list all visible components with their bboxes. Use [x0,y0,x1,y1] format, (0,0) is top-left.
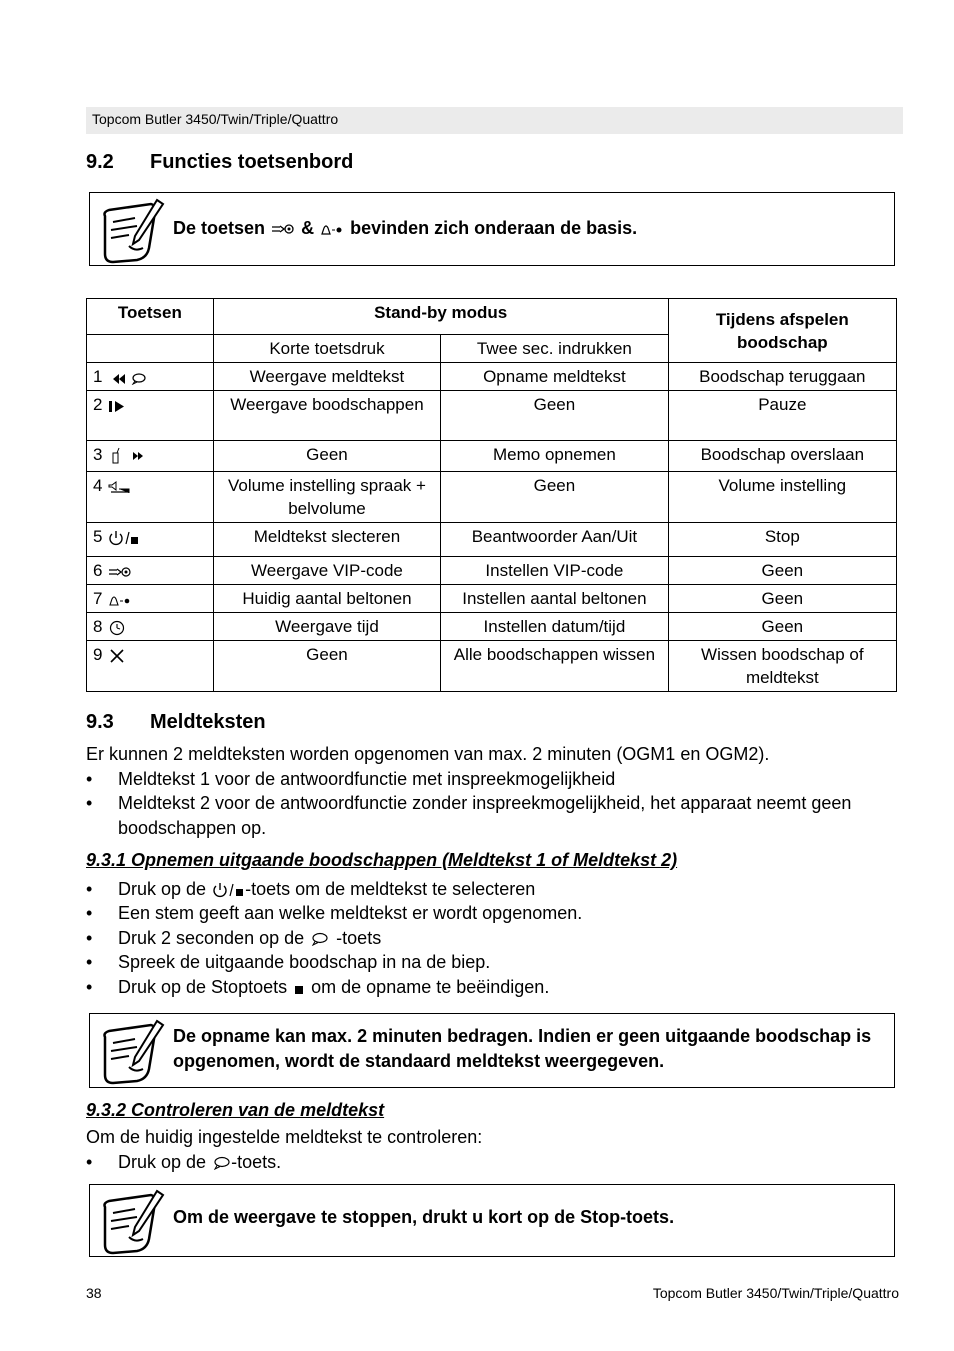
short-press-cell: Weergave boodschappen [213,391,440,441]
speech-bubble-icon [309,932,331,946]
list-item: • Meldtekst 2 voor de antwoordfunctie zonder inspreekmogelijkheid, het apparaat neemt geen boodschappen op. [86,791,898,840]
key-cell [87,363,214,391]
memo-forward-icon [107,447,147,465]
list-item-text: -toets om de meldtekst te selecteren [245,879,536,899]
short-press-cell: Weergave meldtekst [213,363,440,391]
short-press-cell: Weergave tijd [213,613,440,641]
long-press-cell: Instellen datum/tijd [441,613,668,641]
vip-icon [270,222,296,236]
key-cell [87,391,214,441]
list-item-text: om de opname te beëindigen. [311,977,550,997]
section-number: 9.3 [86,711,114,733]
note-box [89,192,895,266]
table-row [87,585,897,613]
note-box [89,1184,895,1257]
note-pencil-icon [99,198,165,264]
speech-bubble-icon [211,1156,231,1170]
short-press-cell: Volume instelling spraak + belvolume [213,472,440,523]
header-long: Twee sec. indrukken [441,335,668,363]
stop-icon [292,981,306,995]
list-item-text: Druk 2 seconden op de [118,928,305,948]
key-number: 3 [93,445,103,464]
note-pencil-icon [99,1189,165,1255]
volume-icon [107,479,133,495]
power-stop-icon [107,529,139,547]
power-stop-icon [211,881,245,899]
vip-icon [107,565,133,579]
short-press-cell: Geen [213,641,440,692]
header-short: Korte toetsdruk [213,335,440,363]
playback-cell: Wissen boodschap of meldtekst [668,641,896,692]
long-press-cell: Instellen VIP-code [441,557,668,585]
section-title: Functies toetsenbord [150,151,354,173]
note-text: Om de weergave te stoppen, drukt u kort op de Stop-toets. [173,1207,675,1227]
long-press-cell: Opname meldtekst [441,363,668,391]
delete-x-icon [107,648,127,664]
key-number: 4 [93,476,103,495]
intro-paragraph: Er kunnen 2 meldteksten worden opgenomen van max. 2 minuten (OGM1 en OGM2). [86,744,770,764]
key-number: 9 [93,645,103,664]
list-item: • Druk op de -toets om de meldtekst te selecteren [86,879,536,899]
rewind-speech-icon [107,371,147,385]
list-item: • Druk op de Stoptoets om de opname te beëindigen. [86,977,550,997]
list-item-text: Druk op de Stoptoets [118,977,288,997]
section-number: 9.2 [86,151,114,173]
list-item-text: Meldtekst 1 voor de antwoordfunctie met inspreekmogelijkheid [118,769,616,789]
table-row [87,641,897,692]
long-press-cell: Alle boodschappen wissen [441,641,668,692]
note-text: De opname kan max. 2 minuten bedragen. Indien er geen uitgaande boodschap is opgenomen, wordt de standaard meldtekst weergegeven. [173,1026,872,1071]
list-item-text: Druk op de [118,879,207,899]
long-press-cell: Instellen aantal beltonen [441,585,668,613]
note-text [173,216,637,241]
header-standby: Stand-by modus [213,299,668,335]
header-bar [86,107,903,134]
header-keys: Toetsen [87,299,214,335]
note-text-part2: bevinden zich onderaan de basis. [350,218,638,238]
long-press-cell: Geen [441,391,668,441]
section-title: Meldteksten [150,711,266,733]
list-item-text: Spreek de uitgaande boodschap in na de biep. [118,952,491,972]
note-text-part1: De toetsen [173,218,266,238]
playback-cell: Boodschap teruggaan [668,363,896,391]
playback-cell: Geen [668,613,896,641]
key-cell [87,523,214,557]
page-number: 38 [86,1285,102,1301]
key-number: 5 [93,527,103,546]
header-playback: Tijdens afspelen boodschap [668,299,896,363]
table-row [87,441,897,472]
key-number: 8 [93,617,103,636]
list-item: • Meldtekst 1 voor de antwoordfunctie met inspreekmogelijkheid [86,767,898,792]
list-item: • Druk op de -toets. [86,1152,282,1172]
section-heading [86,711,266,734]
short-press-cell: Meldtekst slecteren [213,523,440,557]
key-number: 7 [93,589,103,608]
key-number: 2 [93,395,103,414]
table-row [87,557,897,585]
note-pencil-icon [99,1019,165,1085]
header-title: Topcom Butler 3450/Twin/Triple/Quattro [92,111,339,127]
key-cell [87,641,214,692]
bell-icon [319,222,345,236]
short-press-cell: Weergave VIP-code [213,557,440,585]
table-row [87,391,897,441]
list-item-text: -toets. [231,1152,282,1172]
key-cell [87,441,214,472]
short-press-cell: Huidig aantal beltonen [213,585,440,613]
table-row [87,523,897,557]
clock-icon [107,620,127,636]
table-row [87,613,897,641]
playback-cell: Pauze [668,391,896,441]
playback-cell: Geen [668,585,896,613]
key-cell [87,557,214,585]
subsection-title: 9.3.1 Opnemen uitgaande boodschappen (Meldtekst 1 of Meldtekst 2) [86,850,678,870]
playback-cell: Volume instelling [668,472,896,523]
short-press-cell: Geen [213,441,440,472]
playback-cell: Stop [668,523,896,557]
section-heading [86,151,353,174]
intro-paragraph: Om de huidig ingestelde meldtekst te controleren: [86,1127,483,1147]
key-cell [87,613,214,641]
long-press-cell: Geen [441,472,668,523]
key-cell [87,585,214,613]
list-item: • Een stem geeft aan welke meldtekst er wordt opgenomen. [86,901,898,926]
footer-title: Topcom Butler 3450/Twin/Triple/Quattro [652,1285,899,1301]
list-item-text: Een stem geeft aan welke meldtekst er wordt opgenomen. [118,903,583,923]
note-text-amp: & [301,218,315,238]
note-box [89,1013,895,1088]
key-number: 6 [93,561,103,580]
long-press-cell: Beantwoorder Aan/Uit [441,523,668,557]
long-press-cell: Memo opnemen [441,441,668,472]
table-row [87,472,897,523]
bell-icon [107,593,133,607]
table-row [87,363,897,391]
list-item-text: -toets [336,928,382,948]
playback-cell: Geen [668,557,896,585]
play-icon [107,399,129,413]
key-number: 1 [93,367,103,386]
key-cell [87,472,214,523]
list-item: • Spreek de uitgaande boodschap in na de biep. [86,950,898,975]
keys-table [86,298,897,692]
list-item-text: Meldtekst 2 voor de antwoordfunctie zonder inspreekmogelijkheid, het apparaat neemt geen boodschappen op. [118,793,852,838]
list-item: • Druk 2 seconden op de -toets [86,928,382,948]
list-item-text: Druk op de [118,1152,207,1172]
subsection-title: 9.3.2 Controleren van de meldtekst [86,1100,385,1120]
header-empty [87,335,214,363]
playback-cell: Boodschap overslaan [668,441,896,472]
